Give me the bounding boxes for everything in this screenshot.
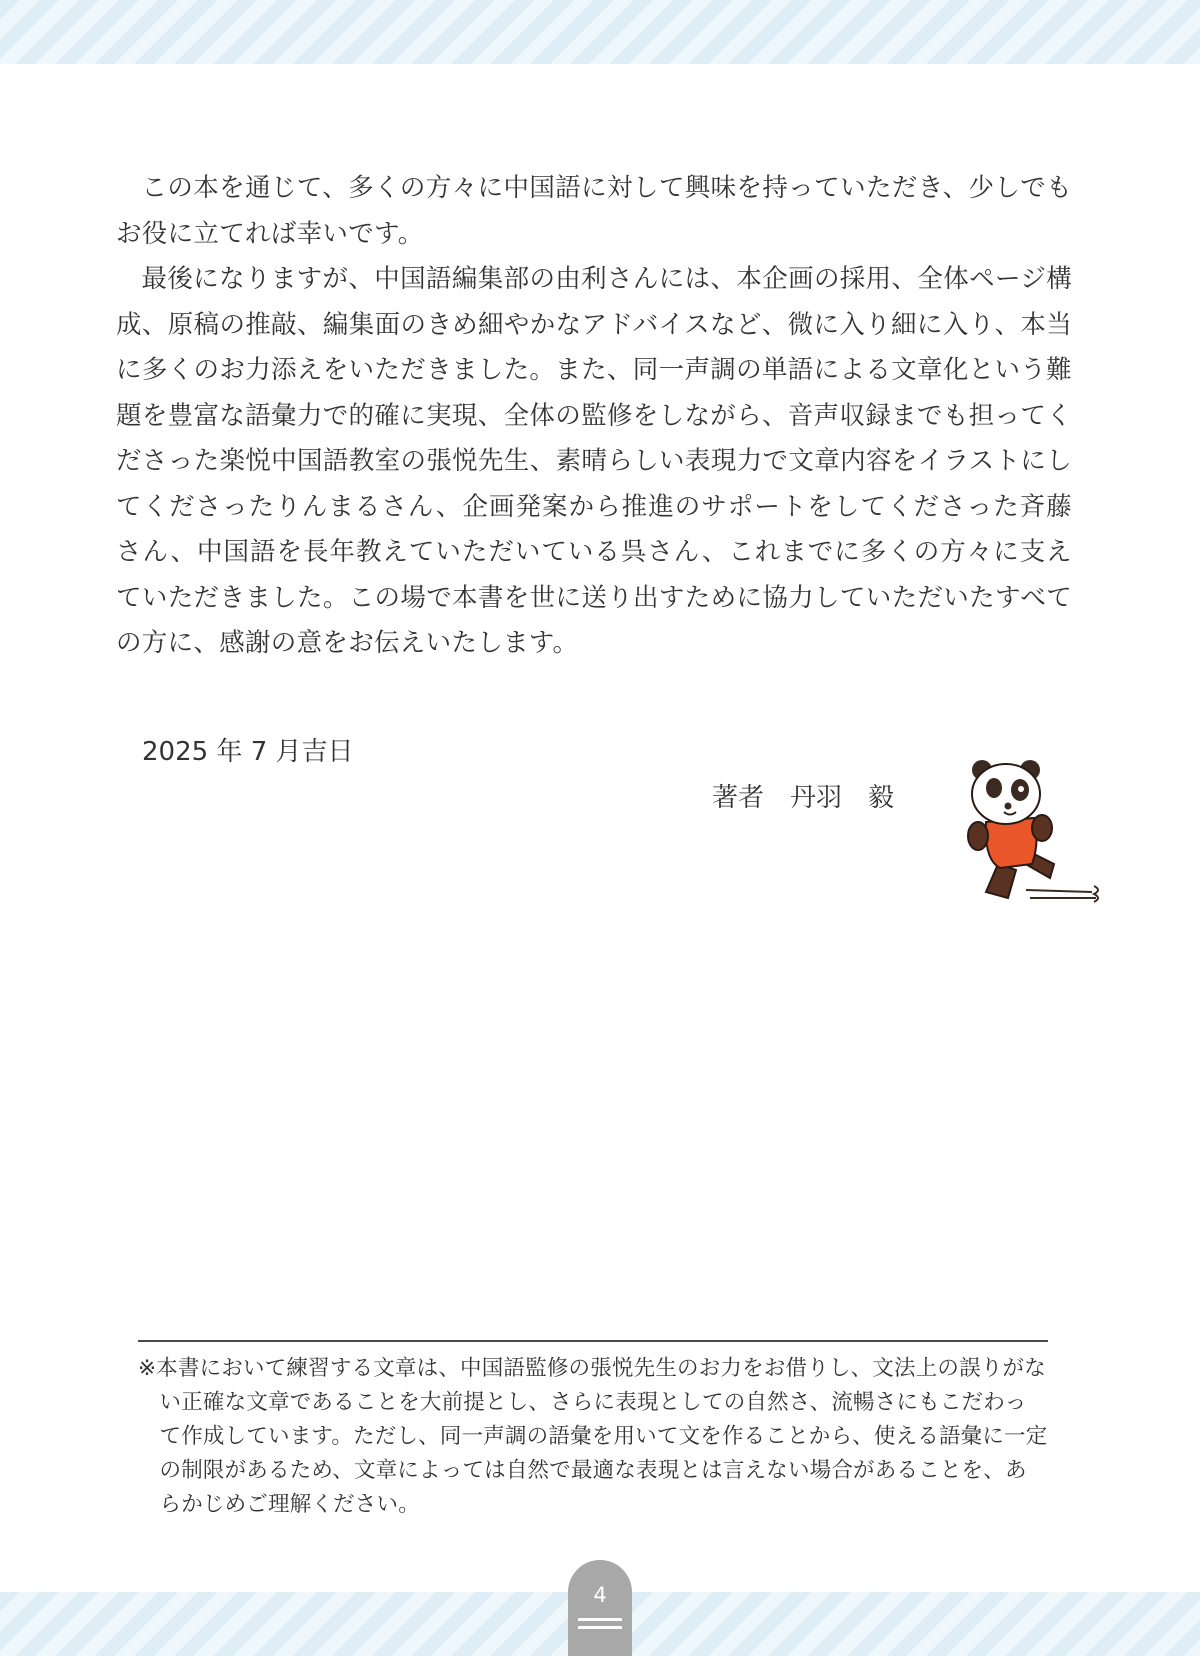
author-line: 著者 丹羽 毅 (712, 783, 895, 813)
footnote (138, 1352, 1048, 1522)
paragraph-1: この本を通じて、多くの方々に中国語に対して興味を持っていただき、少しでもお役に立てれば幸いです。 (116, 173, 1072, 249)
panda-running-icon (946, 752, 1106, 912)
footnote-divider (138, 1340, 1048, 1342)
tab-decoration-line (578, 1618, 622, 1621)
page-number-tab (568, 1560, 632, 1656)
tab-decoration-line (578, 1626, 622, 1629)
afterword-body (116, 166, 1072, 667)
page-number: 4 (593, 1583, 607, 1607)
footnote-text: ※本書において練習する文章は、中国語監修の張悦先生のお力をお借りし、文法上の誤りがない正確な文章であることを大前提とし、さらに表現としての自然さ、流暢さにもこだわって作成しています。ただし、同一声調の語彙を用いて文を作ることから、使える語彙に一定の制限があるため、文章によっては自然で最適な表現とは言えない場合があることを、あらかじめご理解ください。 (138, 1356, 1048, 1517)
date-line: 2025 年 7 月吉日 (142, 737, 354, 767)
top-decorative-band (0, 0, 1200, 64)
paragraph-2: 最後になりますが、中国語編集部の由利さんには、本企画の採用、全体ページ構成、原稿の推敲、編集面のきめ細やかなアドバイスなど、微に入り細に入り、本当に多くのお力添えをいただきました。また、同一声調の単語による文章化という難題を豊富な語彙力で的確に実現、全体の監修をしながら、音声収録までも担ってくださった楽悦中国語教室の張悦先生、素晴らしい表現力で文章内容をイラストにしてくださったりんまるさん、企画発案から推進のサポートをしてくださった斉藤さん、中国語を長年教えていただいている呉さん、これまでに多くの方々に支えていただきました。この場で本書を世に送り出すために協力していただいたすべての方に、感謝の意をお伝えいたします。 (116, 264, 1072, 658)
